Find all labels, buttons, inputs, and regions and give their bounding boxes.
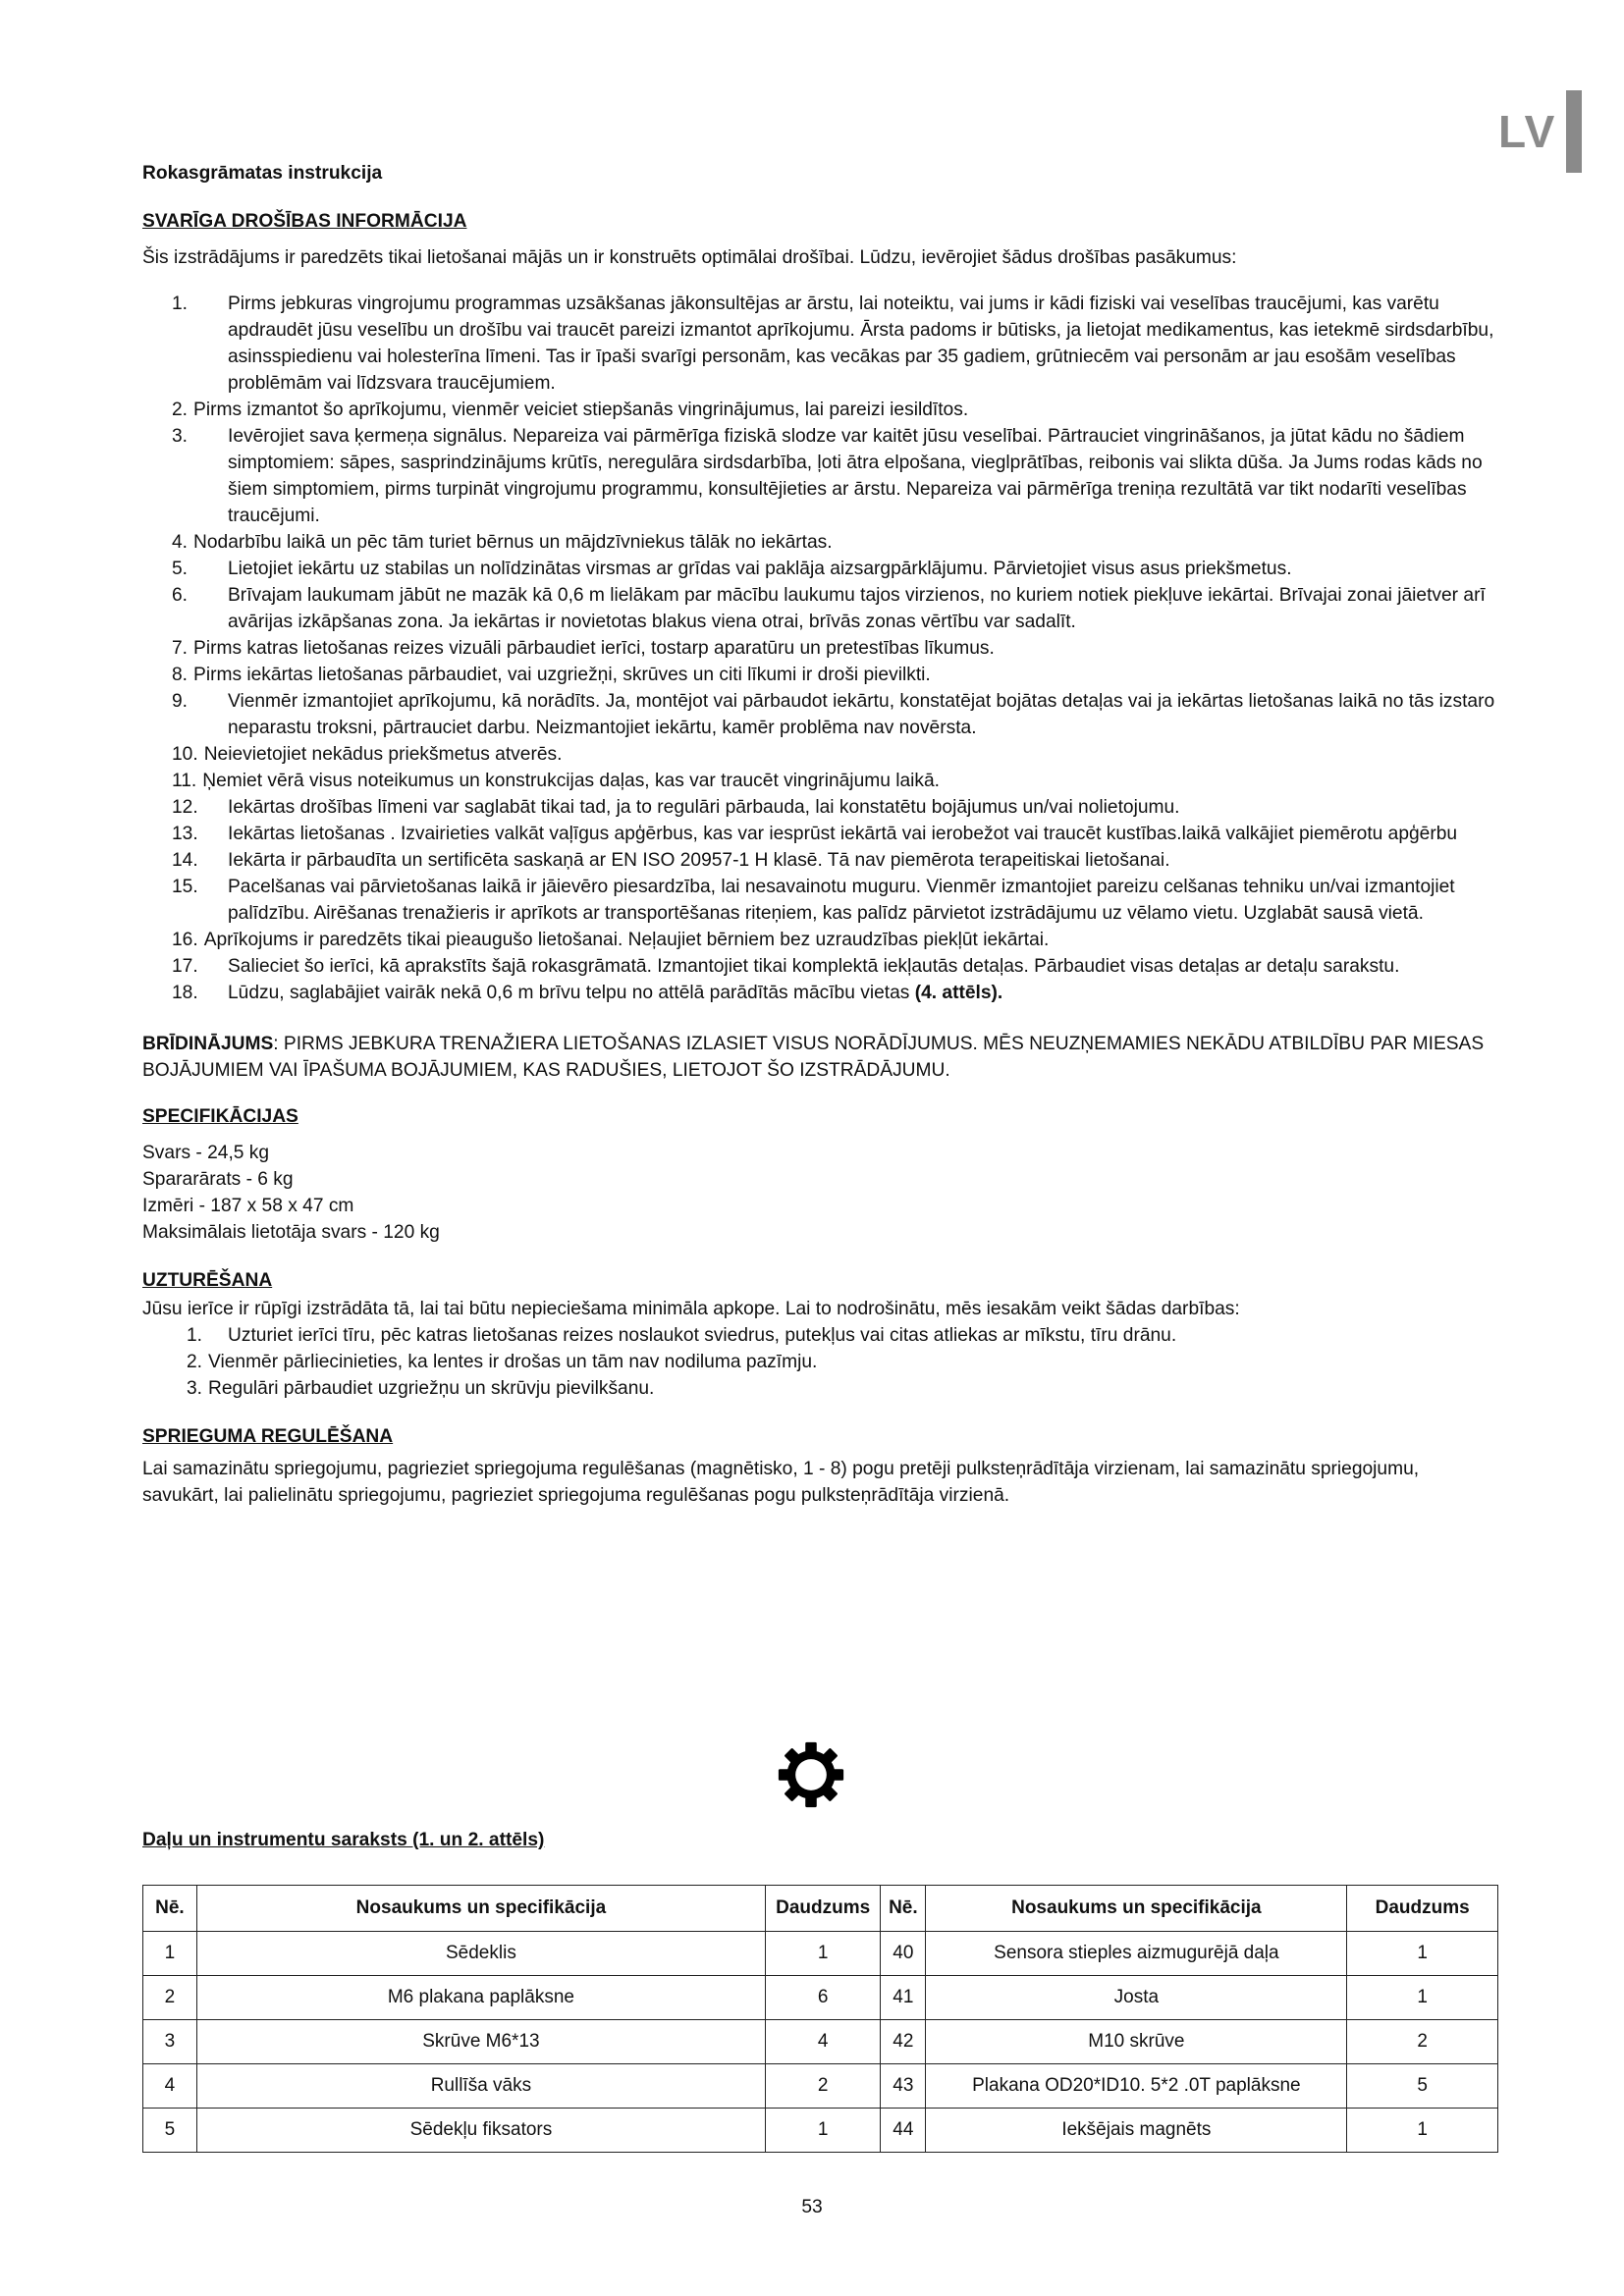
table-cell: 1 — [143, 1932, 197, 1976]
table-cell: 3 — [143, 2020, 197, 2064]
safety-item-text — [204, 741, 1497, 768]
safety-item-number: 18. — [172, 983, 198, 1003]
spec-line: Izmēri - 187 x 58 x 47 cm — [142, 1196, 354, 1216]
safety-item — [142, 582, 1497, 635]
table-cell: Sēdekļu fiksators — [196, 2109, 765, 2153]
warning-label: BRĪDINĀJUMS — [142, 1034, 274, 1054]
table-cell: 1 — [1347, 1976, 1498, 2020]
spec-line: Maksimālais lietotāja svars - 120 kg — [142, 1222, 440, 1243]
table-cell: 41 — [881, 1976, 926, 2020]
safety-item-number: 13. — [172, 824, 198, 844]
safety-item-number: 14. — [172, 850, 198, 871]
table-cell: Sensora stieples aizmugurējā daļa — [926, 1932, 1347, 1976]
language-tab — [1498, 90, 1582, 173]
parts-list-title: Daļu un instrumentu saraksts (1. un 2. attēls) — [142, 1830, 545, 1850]
safety-item — [142, 423, 1497, 529]
table-cell: 1 — [766, 2109, 881, 2153]
table-cell: Skrūve M6*13 — [196, 2020, 765, 2064]
maintenance-item — [142, 1375, 1497, 1402]
table-cell: 1 — [766, 1932, 881, 1976]
safety-item — [142, 556, 1497, 582]
header-name-2: Nosaukums un specifikācija — [926, 1886, 1347, 1932]
safety-item-text — [228, 980, 1497, 1006]
safety-item-number: 10. — [172, 744, 198, 765]
tension-text: Lai samazinātu spriegojumu, pagrieziet spriegojuma regulēšanas (magnētisko, 1 - 8) pogu pretēji pulksteņrādītāja virzienam, lai samazinātu spriegojumu, savukārt, lai palielinātu spriegojumu, pagrieziet spriegojuma regulēšanas pogu pulksteņrādītāja virzienā. — [142, 1459, 1420, 1506]
language-bar — [1566, 90, 1582, 173]
safety-item-text — [193, 529, 1497, 556]
safety-item-body: Vienmēr izmantojiet aprīkojumu, kā norādīts. Ja, montējot vai pārbaudot iekārtu, konstatējat bojātas detaļas vai ja iekārtas lietošanas laikā no tās izstaro neparastu troksni, pārtrauciet darbu. Neizmantojiet iekārtu, kamēr problēma nav novērsta. — [228, 691, 1495, 738]
maintenance-intro: Jūsu ierīce ir rūpīgi izstrādāta tā, lai tai būtu nepieciešama minimāla apkope. Lai to nodrošinātu, mēs iesakām veikt šādas darbības: — [142, 1299, 1240, 1319]
safety-item-text — [228, 423, 1497, 529]
safety-item-text — [193, 397, 1497, 423]
figure-reference: (4. attēls). — [909, 983, 1003, 1003]
safety-item — [142, 874, 1497, 927]
parts-table-header — [143, 1886, 1498, 1932]
safety-item-number: 17. — [172, 956, 198, 977]
table-cell: 1 — [1347, 1932, 1498, 1976]
safety-item-body: Nodarbību laikā un pēc tām turiet bērnus un mājdzīvniekus tālāk no iekārtas. — [193, 532, 833, 553]
safety-item — [142, 635, 1497, 662]
safety-item-text — [193, 635, 1497, 662]
table-row — [143, 2020, 1498, 2064]
safety-item-text — [228, 874, 1497, 927]
safety-item-number: 16. — [172, 930, 198, 950]
safety-item-number: 1. — [172, 294, 189, 314]
safety-item-number: 12. — [172, 797, 198, 818]
safety-item-body: Brīvajam laukumam jābūt ne mazāk kā 0,6 m lielākam par mācību laukumu tajos virzienos, no kuriem notiek piekļuve iekārtai. Brīvajai zonai jāietver arī avārijas izkāpšanas zona. Ja iekārtas ir novietotas blakus viena otrai, brīvās zonas vērtību var sadalīt. — [228, 585, 1486, 632]
safety-item-number: 11. — [172, 771, 197, 791]
safety-list — [142, 291, 1497, 1006]
safety-item — [142, 794, 1497, 821]
safety-item-body: Iekārta ir pārbaudīta un sertificēta saskaņā ar EN ISO 20957-1 H klasē. Tā nav piemērota terapeitiskai lietošanai. — [228, 850, 1170, 871]
safety-item-body: Neievietojiet nekādus priekšmetus atverēs. — [203, 744, 563, 765]
safety-item — [142, 953, 1497, 980]
safety-item-number: 2. — [172, 400, 189, 420]
table-cell: 42 — [881, 2020, 926, 2064]
maintenance-item-number: 1. — [187, 1325, 203, 1346]
table-row — [143, 1932, 1498, 1976]
safety-item-text — [202, 768, 1497, 794]
safety-item-body: Ievērojiet sava ķermeņa signālus. Nepareiza vai pārmērīga fiziskā slodze var kaitēt jūsu veselībai. Pārtrauciet vingrināšanos, ja jūtat kādu no šādiem simptomiem: sāpes, sasprindzinājums krūtīs, neregulāra sirdsdarbība, ļoti ātra elpošana, vieglprātības, reibonis vai slikta dūša. Ja Jums rodas kāds no šiem simptomiem, pirms turpināt vingrojumu programmu, konsultējieties ar ārstu. Nepareiza vai pārmērīga treniņa rezultātā var tikt nodarīti veselības traucējumi. — [228, 426, 1483, 526]
table-cell: Plakana OD20*ID10. 5*2 .0T paplāksne — [926, 2064, 1347, 2109]
table-cell: 40 — [881, 1932, 926, 1976]
maintenance-item-text: Vienmēr pārliecinieties, ka lentes ir drošas un tām nav nodiluma pazīmju. — [208, 1352, 818, 1372]
spec-line: Spararārats - 6 kg — [142, 1169, 294, 1190]
safety-item-text — [228, 953, 1497, 980]
safety-item-number: 9. — [172, 691, 189, 712]
safety-item-body: Ņemiet vērā visus noteikumus un konstrukcijas daļas, kas var traucēt vingrinājumu laikā. — [202, 771, 941, 791]
safety-item-body: Iekārtas lietošanas . Izvairieties valkāt vaļīgus apģērbus, kas var iesprūst iekārtā vai ierobežot vai traucēt kustības.laikā valkājiet piemērotu apģērbu — [228, 824, 1458, 844]
safety-item — [142, 927, 1497, 953]
warning-text: : PIRMS JEBKURA TRENAŽIERA LIETOŠANAS IZLASIET VISUS NORĀDĪJUMUS. MĒS NEUZŅEMAMIES NEKĀDU ATBILDĪBU PAR MIESAS BOJĀJUMIEM VAI ĪPAŠUMA BOJĀJUMIEM, KAS RADUŠIES, LIETOJOT ŠO IZSTRĀDĀJUMU. — [142, 1034, 1485, 1081]
tension-heading: SPRIEGUMA REGULĒŠANA — [142, 1426, 394, 1447]
safety-item-text — [228, 847, 1497, 874]
spec-line: Svars - 24,5 kg — [142, 1143, 270, 1163]
maintenance-item — [142, 1322, 1497, 1349]
safety-item-body: Pirms izmantot šo aprīkojumu, vienmēr veiciet stiepšanās vingrinājumus, lai pareizi iesildītos. — [193, 400, 969, 420]
safety-item-text — [228, 291, 1497, 397]
safety-item-body: Lietojiet iekārtu uz stabilas un nolīdzinātas virsmas ar grīdas vai paklāja aizsargpārklājumu. Pārvietojiet visus asus priekšmetus. — [228, 559, 1292, 579]
header-no-1: Nē. — [143, 1886, 197, 1932]
table-row — [143, 2064, 1498, 2109]
document-title: Rokasgrāmatas instrukcija — [142, 163, 383, 184]
maintenance-item-text: Regulāri pārbaudiet uzgriežņu un skrūvju pievilkšanu. — [208, 1378, 655, 1399]
table-cell: 4 — [143, 2064, 197, 2109]
header-name-1: Nosaukums un specifikācija — [196, 1886, 765, 1932]
table-cell: 44 — [881, 2109, 926, 2153]
table-cell: M6 plakana paplāksne — [196, 1976, 765, 2020]
language-code: LV — [1498, 106, 1557, 157]
safety-item-text — [228, 794, 1497, 821]
page-number: 53 — [801, 2197, 823, 2217]
safety-item-number: 8. — [172, 665, 189, 685]
safety-item-body: Pirms iekārtas lietošanas pārbaudiet, vai uzgriežņi, skrūves un citi līkumi ir droši pievilkti. — [193, 665, 931, 685]
safety-item-number: 6. — [172, 585, 189, 606]
safety-item-text — [193, 662, 1497, 688]
maintenance-heading: UZTURĒŠANA — [142, 1270, 273, 1291]
maintenance-item-number: 2. — [187, 1352, 203, 1372]
table-cell: Iekšējais magnēts — [926, 2109, 1347, 2153]
table-cell: 4 — [766, 2020, 881, 2064]
safety-item-number: 4. — [172, 532, 189, 553]
warning-paragraph — [142, 1031, 1497, 1084]
table-cell: 43 — [881, 2064, 926, 2109]
safety-item-text — [228, 688, 1497, 741]
table-row — [143, 1976, 1498, 2020]
gear-icon — [776, 1739, 846, 1810]
safety-item — [142, 768, 1497, 794]
safety-item-text — [228, 821, 1497, 847]
safety-item — [142, 741, 1497, 768]
table-cell: Rullīša vāks — [196, 2064, 765, 2109]
safety-item-body: Pirms jebkuras vingrojumu programmas uzsākšanas jākonsultējas ar ārstu, lai noteiktu, vai jums ir kādi fiziski vai veselības traucējumi, kas varētu apdraudēt jūsu veselību un drošību vai traucēt pareizi izmantot aprīkojumu. Ārsta padoms ir būtisks, ja lietojat medikamentus, kas ietekmē sirdsdarbību, asinsspiedienu vai holesterīna līmeni. Tas ir īpaši svarīgi personām, kas vecākas par 35 gadiem, grūtniecēm vai personām ar jau esošām veselības problēmām vai līdzsvara traucējumiem. — [228, 294, 1494, 394]
maintenance-item — [142, 1349, 1497, 1375]
safety-item-number: 5. — [172, 559, 189, 579]
header-no-2: Nē. — [881, 1886, 926, 1932]
maintenance-item-number: 3. — [187, 1378, 203, 1399]
safety-item — [142, 821, 1497, 847]
safety-item — [142, 980, 1497, 1006]
header-qty-2: Daudzums — [1347, 1886, 1498, 1932]
table-cell: Josta — [926, 1976, 1347, 2020]
header-qty-1: Daudzums — [766, 1886, 881, 1932]
safety-item — [142, 529, 1497, 556]
safety-heading: SVARĪGA DROŠĪBAS INFORMĀCIJA — [142, 211, 467, 232]
safety-item — [142, 397, 1497, 423]
table-row — [143, 2109, 1498, 2153]
safety-item-body: Lūdzu, saglabājiet vairāk nekā 0,6 m brīvu telpu no attēlā parādītās mācību vietas — [228, 983, 910, 1003]
safety-item-text — [204, 927, 1497, 953]
table-cell: 1 — [1347, 2109, 1498, 2153]
safety-item-text — [228, 556, 1497, 582]
maintenance-list — [142, 1322, 1497, 1402]
safety-item-body: Salieciet šo ierīci, kā aprakstīts šajā rokasgrāmatā. Izmantojiet tikai komplektā iekļautās detaļas. Pārbaudiet visas detaļas ar detaļu sarakstu. — [228, 956, 1400, 977]
table-cell: Sēdeklis — [196, 1932, 765, 1976]
document-body — [142, 160, 1497, 1509]
safety-item — [142, 291, 1497, 397]
parts-table — [142, 1885, 1498, 2153]
safety-item-number: 15. — [172, 877, 198, 897]
safety-item-number: 3. — [172, 426, 189, 447]
safety-item — [142, 847, 1497, 874]
safety-item-body: Iekārtas drošības līmeni var saglabāt tikai tad, ja to regulāri pārbauda, lai konstatētu bojājumus un/vai nolietojumu. — [228, 797, 1180, 818]
safety-item — [142, 688, 1497, 741]
table-cell: 2 — [766, 2064, 881, 2109]
safety-item-body: Aprīkojums ir paredzēts tikai pieaugušo lietošanai. Neļaujiet bērniem bez uzraudzības piekļūt iekārtai. — [203, 930, 1050, 950]
table-cell: M10 skrūve — [926, 2020, 1347, 2064]
safety-item — [142, 662, 1497, 688]
safety-item-number: 7. — [172, 638, 189, 659]
table-cell: 6 — [766, 1976, 881, 2020]
safety-item-body: Pacelšanas vai pārvietošanas laikā ir jāievēro piesardzība, lai nesavainotu muguru. Vienmēr izmantojiet pareizu celšanas tehniku un/vai izmantojiet palīdzību. Airēšanas trenažieris ir aprīkots ar transportēšanas riteņiem, kas palīdz pārvietot izstrādājumu uz vēlamo vietu. Uzglabāt sausā vietā. — [228, 877, 1455, 924]
table-cell: 5 — [143, 2109, 197, 2153]
specs-list — [142, 1140, 1497, 1246]
safety-intro: Šis izstrādājums ir paredzēts tikai lietošanai mājās un ir konstruēts optimālai drošībai. Lūdzu, ievērojiet šādus drošības pasākumus: — [142, 247, 1237, 268]
specs-heading: SPECIFIKĀCIJAS — [142, 1106, 298, 1127]
table-cell: 2 — [143, 1976, 197, 2020]
safety-item-body: Pirms katras lietošanas reizes vizuāli pārbaudiet ierīci, tostarp aparatūru un pretestības līkumus. — [193, 638, 995, 659]
table-cell: 2 — [1347, 2020, 1498, 2064]
safety-item-text — [228, 582, 1497, 635]
maintenance-item-text: Uzturiet ierīci tīru, pēc katras lietošanas reizes noslaukot sviedrus, putekļus vai citas atliekas ar mīkstu, tīru drānu. — [228, 1325, 1177, 1346]
table-cell: 5 — [1347, 2064, 1498, 2109]
